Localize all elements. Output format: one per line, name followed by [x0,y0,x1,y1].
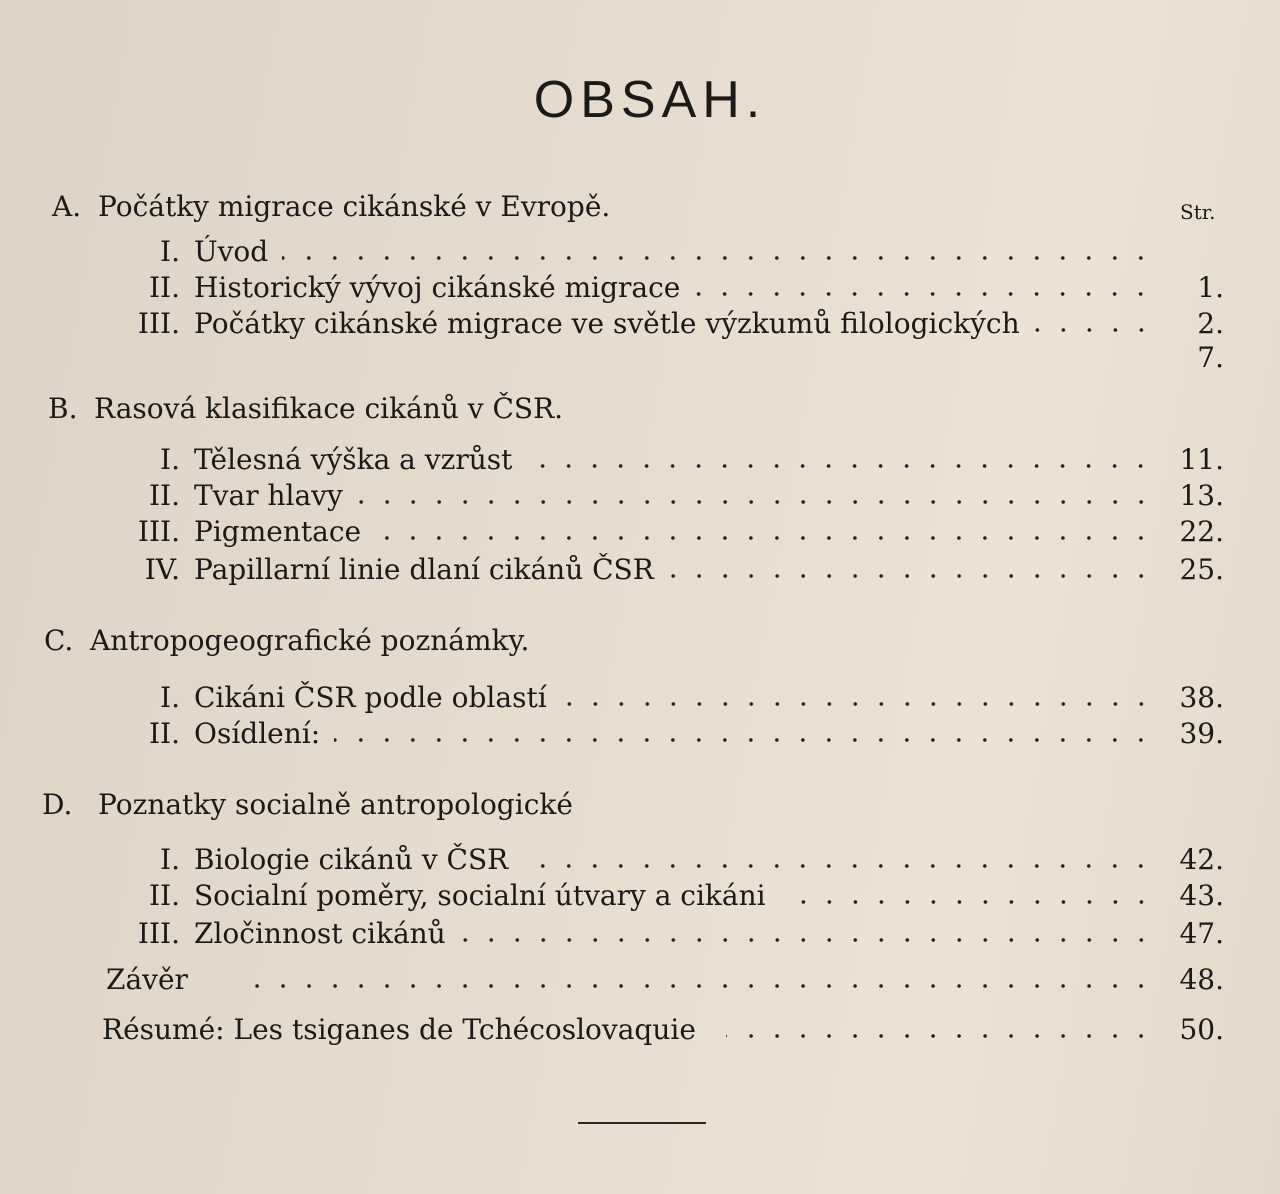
section-title: Antropogeografické poznámky. [90,624,530,657]
entry-number: III. [137,917,180,950]
entry-page: 38. [1179,681,1224,714]
toc-entry [96,680,1224,714]
entry-number: II. [148,879,180,912]
entry-label: Résumé: Les tsiganes de Tchécoslovaquie [102,1013,696,1046]
section-title: Rasová klasifikace cikánů v ČSR. [94,392,564,425]
leader-dots [694,292,1154,296]
entry-number: I. [160,843,180,876]
toc-entry [96,552,1224,586]
entry-number: I. [160,235,180,268]
section-letter: A. [52,190,82,223]
section-heading-b [48,392,563,425]
entry-number: II. [148,479,180,512]
toc-entry [96,842,1224,876]
leader-dots [668,574,1154,578]
entry-number: III. [137,307,180,340]
leader-dots [780,900,1154,904]
closing-rule [578,1122,706,1124]
entry-label: Papillarní linie dlaní cikánů ČSR [194,553,654,586]
leader-dots [357,500,1154,504]
entry-number: II. [148,271,180,304]
entry-label: Biologie cikánů v ČSR [194,843,509,876]
entry-page: 13. [1179,479,1224,512]
entry-page: 39. [1179,717,1224,750]
entry-label: Historický vývoj cikánské migrace [194,271,681,304]
entry-page: 7. [1197,341,1224,374]
entry-label: Cikáni ČSR podle oblastí [194,681,547,714]
toc-entry [96,478,1224,512]
entry-page: 43. [1179,879,1224,912]
entry-number: II. [148,717,180,750]
leader-dots [561,702,1154,706]
leader-dots [460,938,1154,942]
toc-entry [96,878,1224,912]
toc-entry [100,234,1224,268]
entry-page: 25. [1179,553,1224,586]
entry-label: Počátky cikánské migrace ve světle výzkumů filologických [194,307,1020,340]
leader-dots [726,1034,1154,1038]
leader-dots [526,464,1154,468]
toc-entry [100,306,1224,340]
entry-label: Socialní poměry, socialní útvary a cikáni [194,879,766,912]
entry-page: 48. [1179,963,1224,996]
toc-entry [96,716,1224,750]
page-title: OBSAH. [533,71,767,129]
entry-label: Závěr [106,963,188,996]
entry-page: 11. [1179,443,1224,476]
toc-entry [96,916,1224,950]
entry-page: 50. [1179,1013,1224,1046]
entry-label: Osídlení: [194,717,321,750]
section-title: Počátky migrace cikánské v Evropě. [98,190,611,223]
entry-number: IV. [144,553,180,586]
entry-page: 22. [1179,515,1224,548]
entry-number: I. [160,681,180,714]
entry-number: I. [160,443,180,476]
leader-dots [282,256,1154,260]
toc-entry [100,340,1224,374]
leader-dots [522,864,1154,868]
entry-label: Pigmentace [194,515,362,548]
entry-page: 2. [1197,307,1224,340]
leader-dots [1034,328,1154,332]
entry-label: Úvod [194,235,269,268]
entry-label: Tvar hlavy [194,479,343,512]
entry-label: Zločinnost cikánů [194,917,446,950]
entry-label: Tělesná výška a vzrůst [194,443,513,476]
section-heading-d [42,788,573,821]
leader-dots [375,536,1154,540]
leader-dots [248,984,1154,988]
page-column-label: Str. [1180,200,1216,224]
toc-entry [100,270,1224,304]
section-title: Poznatky socialně antropologické [98,788,573,821]
section-letter: C. [44,624,74,657]
section-letter: B. [48,392,78,425]
entry-number: III. [137,515,180,548]
section-heading-a [52,190,610,223]
section-heading-c [44,624,529,657]
entry-page: 42. [1179,843,1224,876]
toc-entry [96,514,1224,548]
entry-page: 1. [1197,271,1224,304]
toc-entry [96,442,1224,476]
toc-entry-resume [102,1012,1224,1046]
entry-page: 47. [1179,917,1224,950]
section-letter: D. [42,788,73,821]
leader-dots [334,738,1154,742]
toc-entry-conclusion [106,962,1224,996]
